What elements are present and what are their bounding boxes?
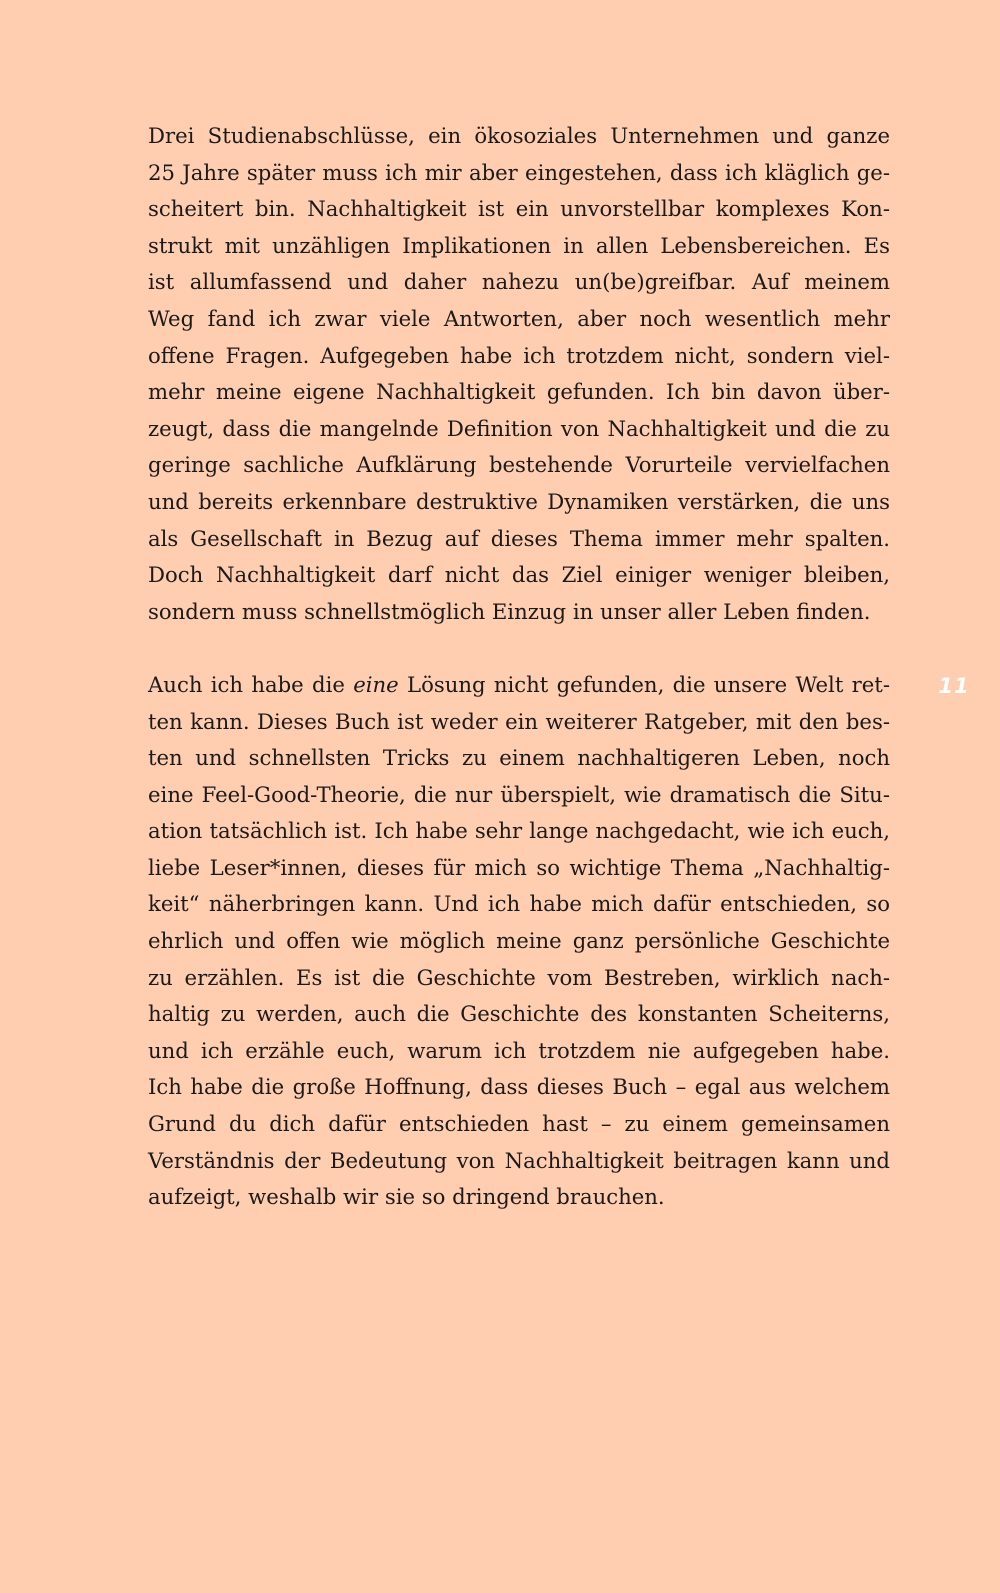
text-line: Grund du dich dafür entschieden hast – zu einem gemeinsamen bbox=[148, 1111, 890, 1137]
text-line: ten und schnellsten Tricks zu einem nachhaltigeren Leben, noch bbox=[148, 745, 890, 771]
body-text bbox=[148, 118, 890, 1216]
text-line: geringe sachliche Aufklärung bestehende Vorurteile vervielfachen bbox=[148, 452, 890, 478]
text-line: Weg fand ich zwar viele Antworten, aber noch wesentlich mehr bbox=[148, 305, 890, 331]
text-line: scheitert bin. Nachhaltigkeit ist ein unvorstellbar komplexes Kon- bbox=[148, 196, 890, 222]
paragraph-2 bbox=[148, 667, 890, 1216]
text-line: Drei Studienabschlüsse, ein ökosoziales Unternehmen und ganze bbox=[148, 123, 890, 148]
text-line: ist allumfassend und daher nahezu un(be)greifbar. Auf meinem bbox=[148, 269, 890, 295]
text-line: eine Feel-Good-Theorie, die nur überspielt, wie dramatisch die Situ- bbox=[148, 781, 890, 807]
text-line: als Gesellschaft in Bezug auf dieses Thema immer mehr spalten. bbox=[148, 525, 890, 551]
paragraph-1 bbox=[148, 118, 890, 630]
text-line: Doch Nachhaltigkeit darf nicht das Ziel einiger weniger bleiben, bbox=[148, 562, 890, 588]
text-line: offene Fragen. Aufgegeben habe ich trotzdem nicht, sondern viel- bbox=[148, 342, 890, 368]
text-line: und ich erzähle euch, warum ich trotzdem nie aufgegeben habe. bbox=[148, 1037, 890, 1063]
text-run: Lösung nicht gefunden, die unsere Welt ret- bbox=[398, 671, 890, 697]
page-number: 11 bbox=[938, 674, 970, 698]
text-line-with-emphasis bbox=[148, 667, 890, 704]
text-line: ation tatsächlich ist. Ich habe sehr lange nachgedacht, wie ich euch, bbox=[148, 818, 890, 844]
text-line: liebe Leser*innen, dieses für mich so wichtige Thema „Nachhaltig- bbox=[148, 854, 890, 880]
text-line: und bereits erkennbare destruktive Dynamiken verstärken, die uns bbox=[148, 488, 890, 514]
text-line: zeugt, dass die mangelnde Definition von Nachhaltigkeit und die zu bbox=[148, 415, 890, 441]
text-line: Ich habe die große Hoffnung, dass dieses Buch – egal aus welchem bbox=[148, 1074, 890, 1100]
text-line: mehr meine eigene Nachhaltigkeit gefunden. Ich bin davon über- bbox=[148, 379, 890, 405]
emphasized-word: eine bbox=[353, 671, 399, 697]
text-line: aufzeigt, weshalb wir sie so dringend brauchen. bbox=[148, 1184, 665, 1210]
text-line: zu erzählen. Es ist die Geschichte vom Bestreben, wirklich nach- bbox=[148, 964, 890, 990]
text-line: ehrlich und offen wie möglich meine ganz persönliche Geschichte bbox=[148, 928, 890, 954]
text-line: ten kann. Dieses Buch ist weder ein weiterer Ratgeber, mit den bes- bbox=[148, 708, 890, 734]
text-line: 25 Jahre später muss ich mir aber eingestehen, dass ich kläglich ge- bbox=[148, 159, 890, 185]
text-line: keit“ näherbringen kann. Und ich habe mich dafür entschieden, so bbox=[148, 891, 890, 917]
text-line: haltig zu werden, auch die Geschichte des konstanten Scheiterns, bbox=[148, 1001, 890, 1027]
text-run: Auch ich habe die bbox=[148, 671, 354, 697]
text-line: Verständnis der Bedeutung von Nachhaltigkeit beitragen kann und bbox=[148, 1147, 890, 1173]
text-line: sondern muss schnellstmöglich Einzug in unser aller Leben finden. bbox=[148, 598, 871, 624]
text-line: strukt mit unzähligen Implikationen in allen Lebensbereichen. Es bbox=[148, 232, 890, 258]
